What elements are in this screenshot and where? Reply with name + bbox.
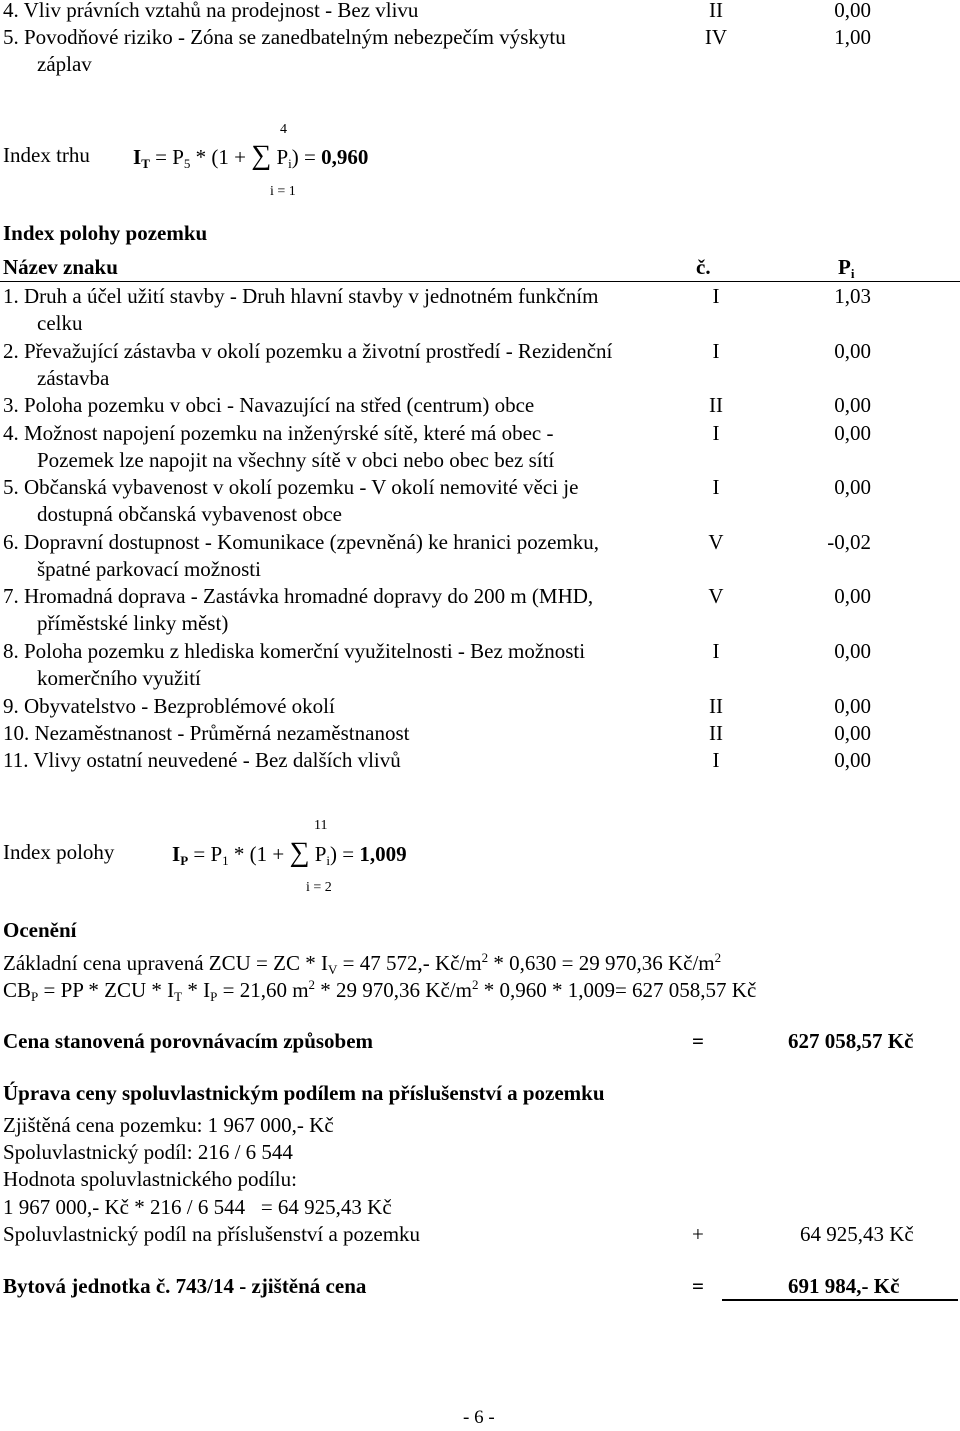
share-value-calc: 1 967 000,- Kč * 216 / 6 544 = 64 925,43 Kč: [3, 1195, 392, 1219]
row-level: I: [712, 638, 720, 663]
col-no-header: č.: [696, 255, 711, 279]
row-level: V: [708, 584, 724, 609]
row-value: 1,00: [834, 25, 871, 49]
row-value: 1,03: [834, 284, 871, 308]
row-description: 2. Převažující zástavba v okolí pozemku a životní prostředí - Rezidenční zástavba: [3, 338, 613, 390]
share-accessory-label: Spoluvlastnický podíl na příslušenství a pozemku: [3, 1222, 421, 1246]
total-label: Bytová jednotka č. 743/14 - zjištěná cena: [3, 1274, 367, 1298]
comparison-price-op: =: [692, 1029, 704, 1053]
location-index-formula: $I_P = P_1 * (1$ + ∑ $P_i) = 1,009$: [172, 837, 407, 868]
row-description: 11. Vlivy ostatní neuvedené - Bez dalších vlivů: [3, 748, 401, 773]
row-value: 0,00: [834, 0, 871, 22]
row-description: 5. Občanská vybavenost v okolí pozemku - V okolí nemovité věci je dostupná občanská vybavenost obce: [3, 475, 579, 527]
land-price-line: Zjištěná cena pozemku: 1 967 000,- Kč: [3, 1113, 334, 1137]
row-value: 0,00: [834, 720, 871, 745]
sigma-icon: ∑: [289, 837, 310, 868]
row-level: II: [709, 393, 723, 418]
row-value: 0,00: [834, 748, 871, 773]
market-index-label: Index trhu: [3, 143, 90, 167]
row-level: I: [712, 475, 720, 500]
total-value: 691 984,- Kč: [788, 1274, 900, 1298]
row-description: 3. Poloha pozemku v obci - Navazující na střed (centrum) obce: [3, 393, 535, 418]
col-name-header: Název znaku: [3, 255, 118, 279]
header-rule: [0, 281, 960, 282]
row-description: 4. Možnost napojení pozemku na inženýrské sítě, které má obec - Pozemek lze napojit na všechny sítě v obci nebo obec bez sítí: [3, 420, 555, 472]
row-value: 0,00: [834, 475, 871, 500]
row-level: II: [709, 0, 723, 22]
row-value: 0,00: [834, 420, 871, 445]
share-accessory-op: +: [692, 1222, 704, 1246]
sum-upper-limit: 11: [314, 818, 328, 833]
row-description: 9. Obyvatelstvo - Bezproblémové okolí: [3, 693, 335, 718]
row-description: 7. Hromadná doprava - Zastávka hromadné dopravy do 200 m (MHD, příměstské linky měst): [3, 584, 594, 636]
page-number: - 6 -: [463, 1407, 495, 1428]
row-value: 0,00: [834, 693, 871, 718]
valuation-heading: Ocenění: [3, 918, 77, 942]
col-p-header: $P_i$: [838, 255, 855, 281]
row-description: 10. Nezaměstnanost - Průměrná nezaměstnanost: [3, 720, 410, 745]
location-index-label: Index polohy: [3, 840, 115, 864]
row-level: I: [712, 284, 720, 308]
share-ratio-line: Spoluvlastnický podíl: 216 / 6 544: [3, 1140, 293, 1164]
row-value: 0,00: [834, 638, 871, 663]
sum-lower-limit: i = 2: [306, 880, 332, 895]
location-heading: Index polohy pozemku: [3, 221, 208, 245]
row-value: 0,00: [834, 338, 871, 363]
row-level: I: [712, 420, 720, 445]
cb-formula: $CB_P$ = PP * ZCU * $I_T * I_P = 21,60$ $m^2 * 29$ 970,36 $Kč/m^2 * 0,960 * 1,009= 627$ 058,57 Kč: [3, 977, 757, 1004]
row-level: II: [709, 720, 723, 745]
row-value: -0,02: [827, 529, 871, 554]
sum-lower-limit: i = 1: [270, 184, 296, 199]
row-level: II: [709, 693, 723, 718]
row-description: 6. Dopravní dostupnost - Komunikace (zpevněná) ke hranici pozemku, špatné parkovací možnosti: [3, 529, 599, 581]
row-level: V: [708, 529, 724, 554]
row-level: I: [712, 338, 720, 363]
row-level: IV: [704, 25, 728, 49]
total-underline: [722, 1299, 958, 1301]
share-heading: Úprava ceny spoluvlastnickým podílem na příslušenství a pozemku: [3, 1081, 605, 1105]
row-description: 5. Povodňové riziko - Zóna se zanedbatelným nebezpečím výskytu záplav: [3, 25, 566, 76]
row-value: 0,00: [834, 393, 871, 418]
comparison-price-label: Cena stanovená porovnávacím způsobem: [3, 1029, 374, 1053]
row-description: 1. Druh a účel užití stavby - Druh hlavní stavby v jednotném funkčním celku: [3, 284, 599, 335]
comparison-price-value: 627 058,57 Kč: [788, 1029, 914, 1053]
row-value: 0,00: [834, 584, 871, 609]
sigma-icon: ∑: [251, 140, 272, 171]
row-description: 8. Poloha pozemku z hlediska komerční využitelnosti - Bez možnosti komerčního využití: [3, 638, 586, 690]
zcu-formula: Základní cena upravená ZCU = ZC * $I_V = 47$ 572,- $Kč/m^2 * 0,630 = 29$ 970,36 $Kč/m^2$: [3, 950, 722, 977]
total-op: =: [692, 1274, 704, 1298]
share-accessory-value: 64 925,43 Kč: [800, 1222, 914, 1246]
share-value-label: Hodnota spoluvlastnického podílu:: [3, 1167, 297, 1191]
row-description: 4. Vliv právních vztahů na prodejnost - Bez vlivu: [3, 0, 419, 22]
sum-upper-limit: 4: [280, 122, 287, 137]
market-index-formula: $I_T = P_5 * (1$ + ∑ $P_i) = 0,960$: [133, 140, 369, 171]
row-level: I: [712, 748, 720, 773]
